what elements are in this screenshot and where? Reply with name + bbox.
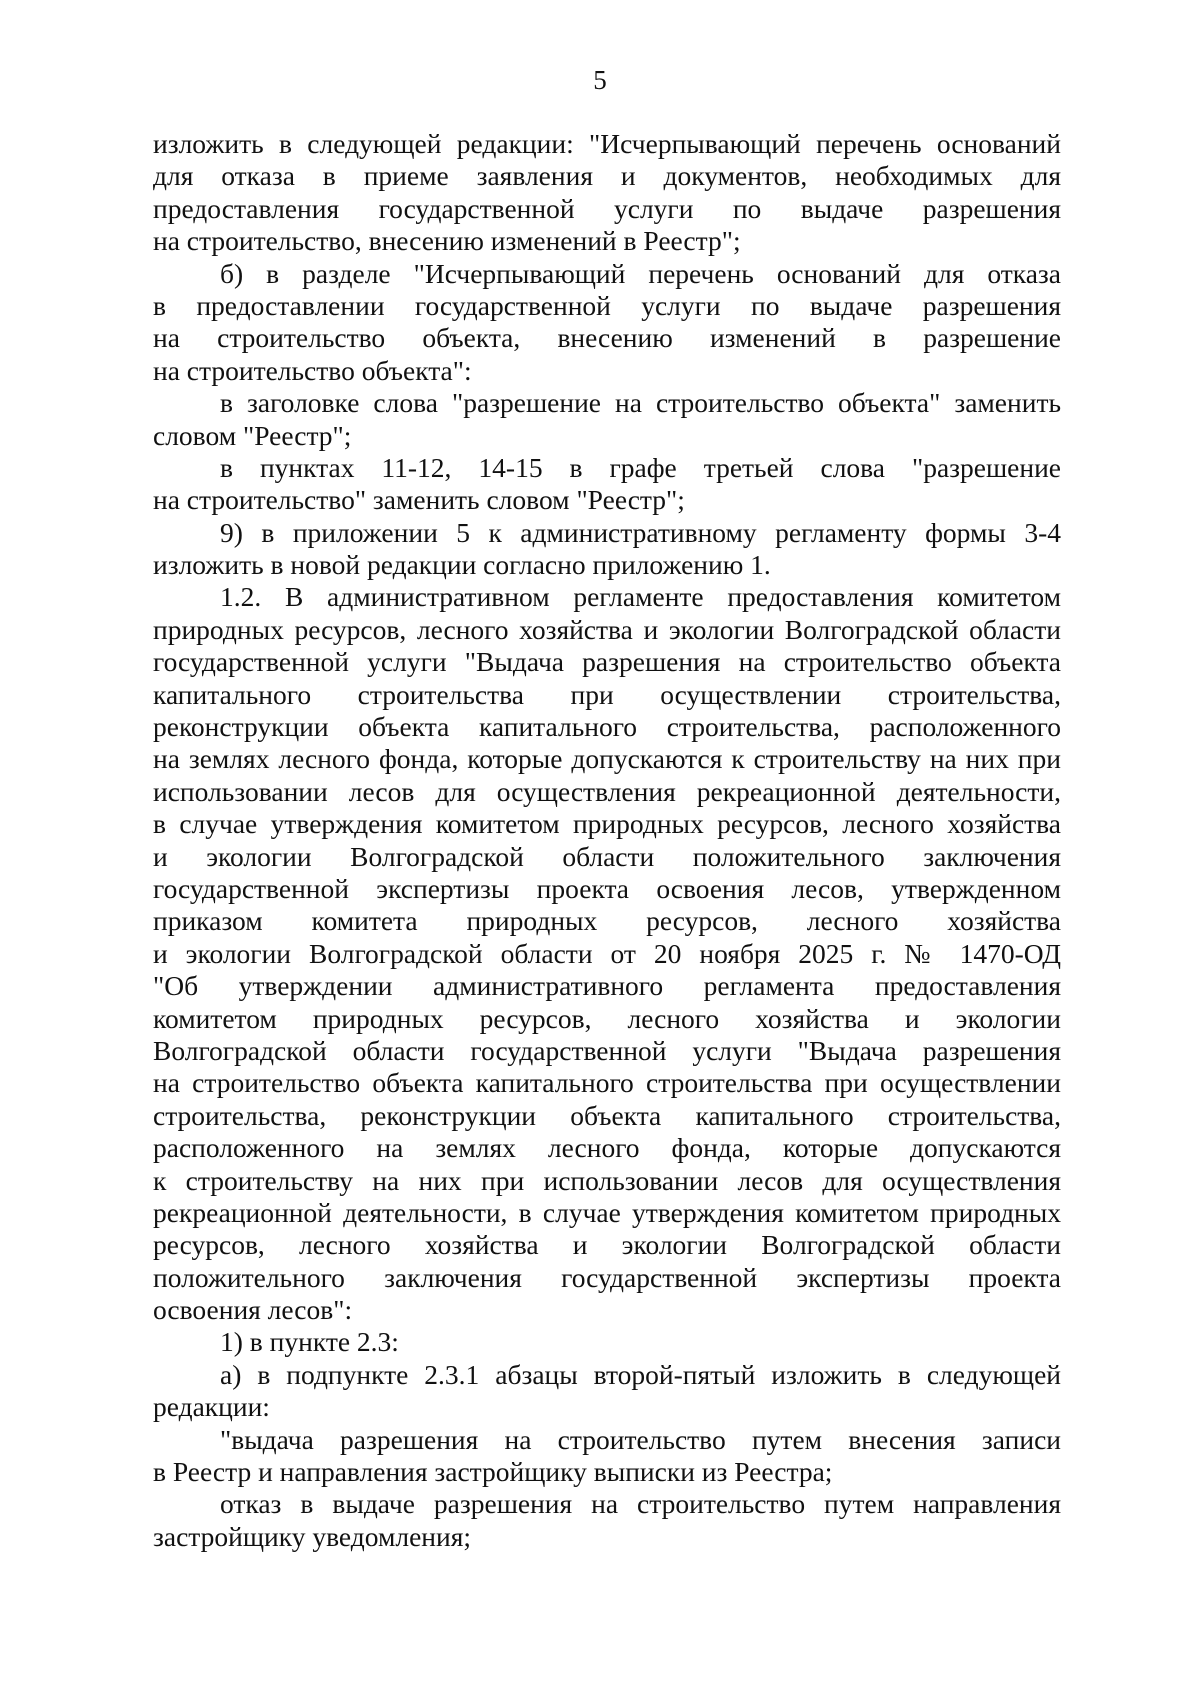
text-line: реконструкции объекта капитального строительства, расположенного	[153, 711, 1061, 743]
text-line: словом "Реестр";	[153, 419, 352, 451]
text-line: рекреационной деятельности, в случае утверждения комитетом природных	[153, 1196, 1061, 1228]
text-line: застройщику уведомления;	[153, 1520, 472, 1552]
text-line: и экологии Волгоградской области положительного заключения	[153, 840, 1061, 872]
text-line: на землях лесного фонда, которые допускаются к строительству на них при	[153, 743, 1061, 775]
text-line: освоения лесов":	[153, 1294, 353, 1326]
text-line: и экологии Волгоградской области от 20 ноября 2025 г. № 1470-ОД	[153, 937, 1061, 969]
text-line: 1.2. В административном регламенте предоставления комитетом	[220, 581, 1061, 613]
text-line: положительного заключения государственной экспертизы проекта	[153, 1261, 1061, 1293]
page-number: 5	[593, 65, 607, 95]
text-line: "Об утверждении административного регламента предоставления	[153, 970, 1061, 1002]
text-line: в пунктах 11-12, 14-15 в графе третьей слова "разрешение	[220, 451, 1061, 483]
text-line: природных ресурсов, лесного хозяйства и экологии Волгоградской области	[153, 613, 1061, 645]
text-line: комитетом природных ресурсов, лесного хозяйства и экологии	[153, 1002, 1061, 1034]
document-body	[153, 128, 1061, 1553]
text-line: а) в подпункте 2.3.1 абзацы второй-пятый изложить в следующей	[220, 1358, 1061, 1390]
text-line: в Реестр и направления застройщику выписки из Реестра;	[153, 1456, 833, 1488]
text-line: редакции:	[153, 1391, 270, 1423]
text-line: на строительство, внесению изменений в Реестр";	[153, 225, 741, 257]
text-line: государственной экспертизы проекта освоения лесов, утвержденном	[153, 872, 1061, 904]
text-line: к строительству на них при использовании лесов для осуществления	[153, 1164, 1061, 1196]
text-line: 1) в пункте 2.3:	[220, 1326, 399, 1358]
text-line: ресурсов, лесного хозяйства и экологии Волгоградской области	[153, 1229, 1061, 1261]
text-line: б) в разделе "Исчерпывающий перечень оснований для отказа	[220, 257, 1061, 289]
text-line: для отказа в приеме заявления и документов, необходимых для	[153, 160, 1061, 192]
text-line: государственной услуги "Выдача разрешения на строительство объекта	[153, 646, 1061, 678]
text-line: в случае утверждения комитетом природных ресурсов, лесного хозяйства	[153, 808, 1061, 840]
text-line: на строительство объекта":	[153, 354, 472, 386]
text-line: 9) в приложении 5 к административному регламенту формы 3-4	[220, 516, 1061, 548]
text-line: на строительство" заменить словом "Реестр";	[153, 484, 685, 516]
text-line: в заголовке слова "разрешение на строительство объекта" заменить	[220, 387, 1061, 419]
text-line: расположенного на землях лесного фонда, которые допускаются	[153, 1132, 1061, 1164]
text-line: капитального строительства при осуществлении строительства,	[153, 678, 1061, 710]
text-line: изложить в новой редакции согласно приложению 1.	[153, 549, 771, 581]
text-line: строительства, реконструкции объекта капитального строительства,	[153, 1099, 1061, 1131]
text-line: в предоставлении государственной услуги по выдаче разрешения	[153, 289, 1061, 321]
text-line: на строительство объекта капитального строительства при осуществлении	[153, 1067, 1061, 1099]
text-line: использовании лесов для осуществления рекреационной деятельности,	[153, 775, 1061, 807]
text-line: на строительство объекта, внесению изменений в разрешение	[153, 322, 1061, 354]
text-line: изложить в следующей редакции: "Исчерпывающий перечень оснований	[153, 128, 1061, 159]
text-line: Волгоградской области государственной услуги "Выдача разрешения	[153, 1034, 1061, 1066]
text-line: отказ в выдаче разрешения на строительство путем направления	[220, 1488, 1061, 1520]
text-line: предоставления государственной услуги по выдаче разрешения	[153, 192, 1061, 224]
text-line: "выдача разрешения на строительство путем внесения записи	[220, 1423, 1061, 1455]
text-line: приказом комитета природных ресурсов, лесного хозяйства	[153, 905, 1061, 937]
